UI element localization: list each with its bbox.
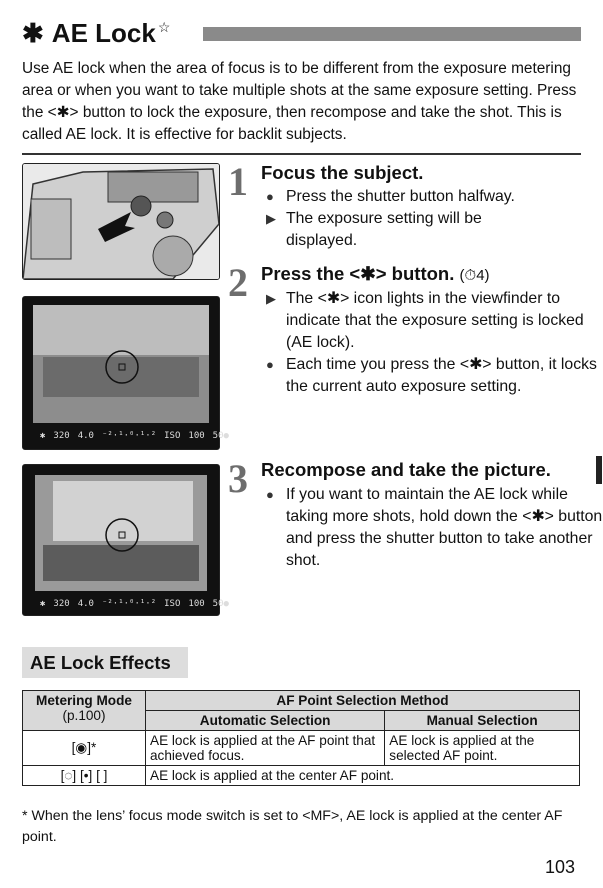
effects-table [22,690,580,786]
effects-heading: AE Lock Effects [22,647,188,678]
step-3-bullet-1: ● If you want to maintain the AE lock while taking more shots, hold down the <✱> button and press the shutter button to take another shot. [266,486,603,569]
col-metering-mode: Metering Mode (p.100) [23,691,146,731]
footnote: * When the lens’ focus mode switch is set to <MF>, AE lock is applied at the center AF point. [22,808,563,845]
viewfinder-readout-1: ✱ 320 4.0 ⁻²·¹·⁰·¹·² ISO 100 50● [40,431,229,441]
viewfinder-readout-2: ✱ 320 4.0 ⁻²·¹·⁰·¹·² ISO 100 50● [40,599,229,609]
table-row: [◌] [•] [ ] AE lock is applied at the center AF point. [23,766,580,786]
step-1-number: 1 [228,159,248,204]
page-ref: (⏱4) [459,267,490,284]
camera-illustration [22,163,220,280]
table-row: [◉]* AE lock is applied at the AF point that achieved focus. AE lock is applied at the selected AF point. [23,731,580,766]
step-2-bullet-1: ▶ The <✱> icon lights in the viewfinder to indicate that the exposure setting is locked (AE lock). [266,290,584,351]
step-1-bullet-2: ▶ The exposure setting will be displayed. [266,210,482,249]
step-1-title: Focus the subject. [261,162,424,183]
other-metering-icons: [◌] [•] [ ] [23,766,146,786]
step-3-number: 3 [228,456,248,501]
section-divider [22,153,581,155]
ae-lock-indicator-icon-2: ✱ [40,599,46,609]
intro-paragraph: Use AE lock when the area of focus is to be different from the exposure metering area or when you want to take multiple shots at the same exposure setting. Press the <✱> button to lock the exposure, then recompose and take the shot. This is called AE lock. It is effective for backlit subjects. [22,60,577,143]
chapter-tab-marker [596,456,602,484]
ae-lock-icon: ✱ [22,17,44,48]
page-number: 103 [545,857,576,877]
page-title [22,16,170,50]
col-af-point-method: AF Point Selection Method [146,691,580,711]
col-manual-selection: Manual Selection [385,711,580,731]
ae-lock-indicator-icon: ✱ [40,431,46,441]
step-3-title: Recompose and take the picture. [261,459,551,480]
viewfinder-image-2 [22,464,220,616]
step-2-bullet-2: ● Each time you press the <✱> button, it locks the current auto exposure setting. [266,356,597,395]
step-1-bullet-1: ● Press the shutter button halfway. [266,188,515,205]
col-automatic-selection: Automatic Selection [146,711,385,731]
title-rule [203,27,581,41]
evaluative-metering-icon: [◉]* [23,731,146,766]
step-2-title: Press the <✱> button. (⏱4) [261,263,490,284]
title-text: AE Lock [51,17,156,48]
step-2-number: 2 [228,260,248,305]
creative-zone-star: ☆ [157,18,171,35]
viewfinder-image-1 [22,296,220,450]
